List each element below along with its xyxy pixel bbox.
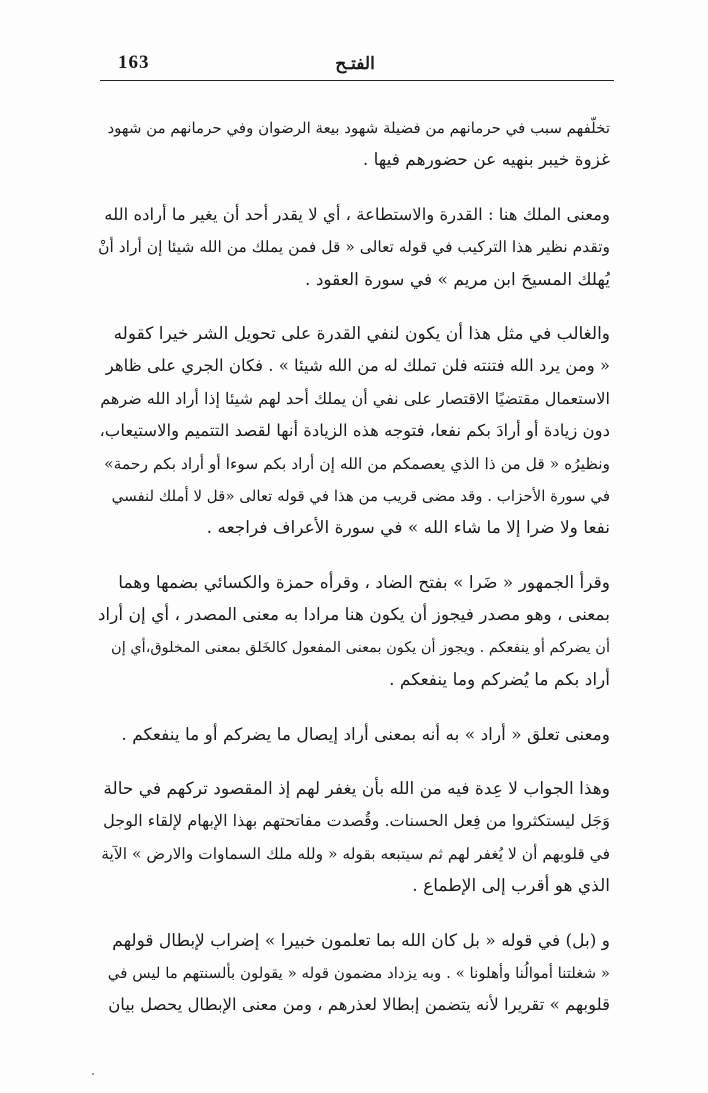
text-line: وهذا الجواب لا عِدة فيه من الله بأن يغفر لهم إذ المقصود تركهم في حالة	[103, 778, 610, 799]
paragraph-5	[96, 719, 610, 751]
paragraph-6	[96, 773, 610, 903]
text-line: يُهلك المسيحَ ابن مريم » في سورة العقود .	[305, 269, 610, 290]
text-line: غزوة خيبر بنهيه عن حضورهم فيها .	[362, 150, 610, 171]
text-line: في سورة الأحزاب . وقد مضى قريب من هذا في قوله تعالى «قل لا أملك لنفسي	[111, 487, 610, 506]
running-title: الفتـح	[335, 54, 375, 74]
paragraph-3	[96, 318, 610, 545]
text-line: وقرأ الجمهور « ضَرا » بفتح الضاد ، وقرأه حمزة والكسائي بضمها وهما	[118, 572, 610, 593]
text-line: أن يضركم أو ينفعكم . ويجوز أن يكون بمعنى المفعول كالخَلق بمعنى المخلوق،أي إن	[111, 639, 610, 656]
text-line: ونظيرُه « قل من ذا الذي يعصمكم من الله إن أراد بكم سوءا أو أراد بكم رحمة»	[104, 454, 610, 473]
scan-speck	[92, 1073, 94, 1075]
text-line: ومعنى الملك هنا : القدرة والاستطاعة ، أي لا يقدر أحد أن يغير ما أراده الله	[104, 204, 610, 224]
text-line: دون زيادة أو أرادَ بكم نفعا، فتوجه هذه الزيادة أنها لقصد التتميم والاستيعاب،	[99, 421, 610, 441]
paragraph-2	[96, 199, 610, 296]
text-line: والغالب في مثل هذا أن يكون لنفي القدرة على تحويل الشر خيرا كقوله	[113, 324, 610, 345]
paragraph-4	[96, 567, 610, 697]
text-line: قلوبهم » تقريرا لأنه يتضمن إبطالا لعذرهم ، ومن معنى الإبطال يحصل بيان	[108, 995, 610, 1015]
text-line: نفعا ولا ضرا إلا ما شاء الله » في سورة الأعراف فراجعه .	[206, 518, 610, 539]
text-line: تخلّفهم سبب في حرمانهم من فضيلة شهود بيعة الرضوان وفي حرمانهم من شهود	[107, 119, 610, 137]
text-line: بمعنى ، وهو مصدر فيجوز أن يكون هنا مرادا به معنى المصدر ، أي إن أراد	[97, 605, 610, 626]
paragraph-1	[96, 112, 610, 177]
paragraph-7	[96, 925, 610, 1022]
text-line: ومعنى تعلق « أراد » به أنه بمعنى أراد إيصال ما يضركم أو ما ينفعكم .	[121, 724, 610, 745]
text-line: و (بل) في قوله « بل كان الله بما تعلمون خبيرا » إضراب لإبطال قولهم	[112, 930, 610, 951]
text-line: وتقدم نظير هذا التركيب في قوله تعالى « قل فمن يملك من الله شيئا إن أراد أنْ	[98, 238, 610, 257]
page-number: 163	[118, 52, 150, 73]
page-header	[100, 52, 610, 78]
body-text	[96, 112, 610, 1044]
text-line: الاستعمال مقتضيًا الاقتصار على نفي أن يملك أحد لهم شيئا إذا أراد الله ضرهم	[100, 388, 610, 408]
text-line: وَجَل ليستكثروا من فِعل الحسنات. وقُصدت مفاتحتهم بهذا الإبهام لإلقاء الوجل	[103, 811, 610, 831]
text-line: في قلوبهم أن لا يُغفر لهم ثم سيتبعه بقوله « ولله ملك السماوات والارض » الآية	[101, 844, 610, 863]
text-line: « ومن يرد الله فتنته فلن تملك له من الله شيئا » . فكان الجري على ظاهر	[105, 356, 610, 376]
text-line: أراد بكم ما يُضركم وما ينفعكم .	[389, 670, 610, 691]
text-line: « شغلتنا أموالُنا وأهلونا » . وبه يزداد مضمون قوله « يقولون بألسنتهم ما ليس في	[107, 963, 610, 982]
text-line: الذي هو أقرب إلى الإطماع .	[412, 876, 610, 897]
header-rule	[100, 80, 614, 81]
